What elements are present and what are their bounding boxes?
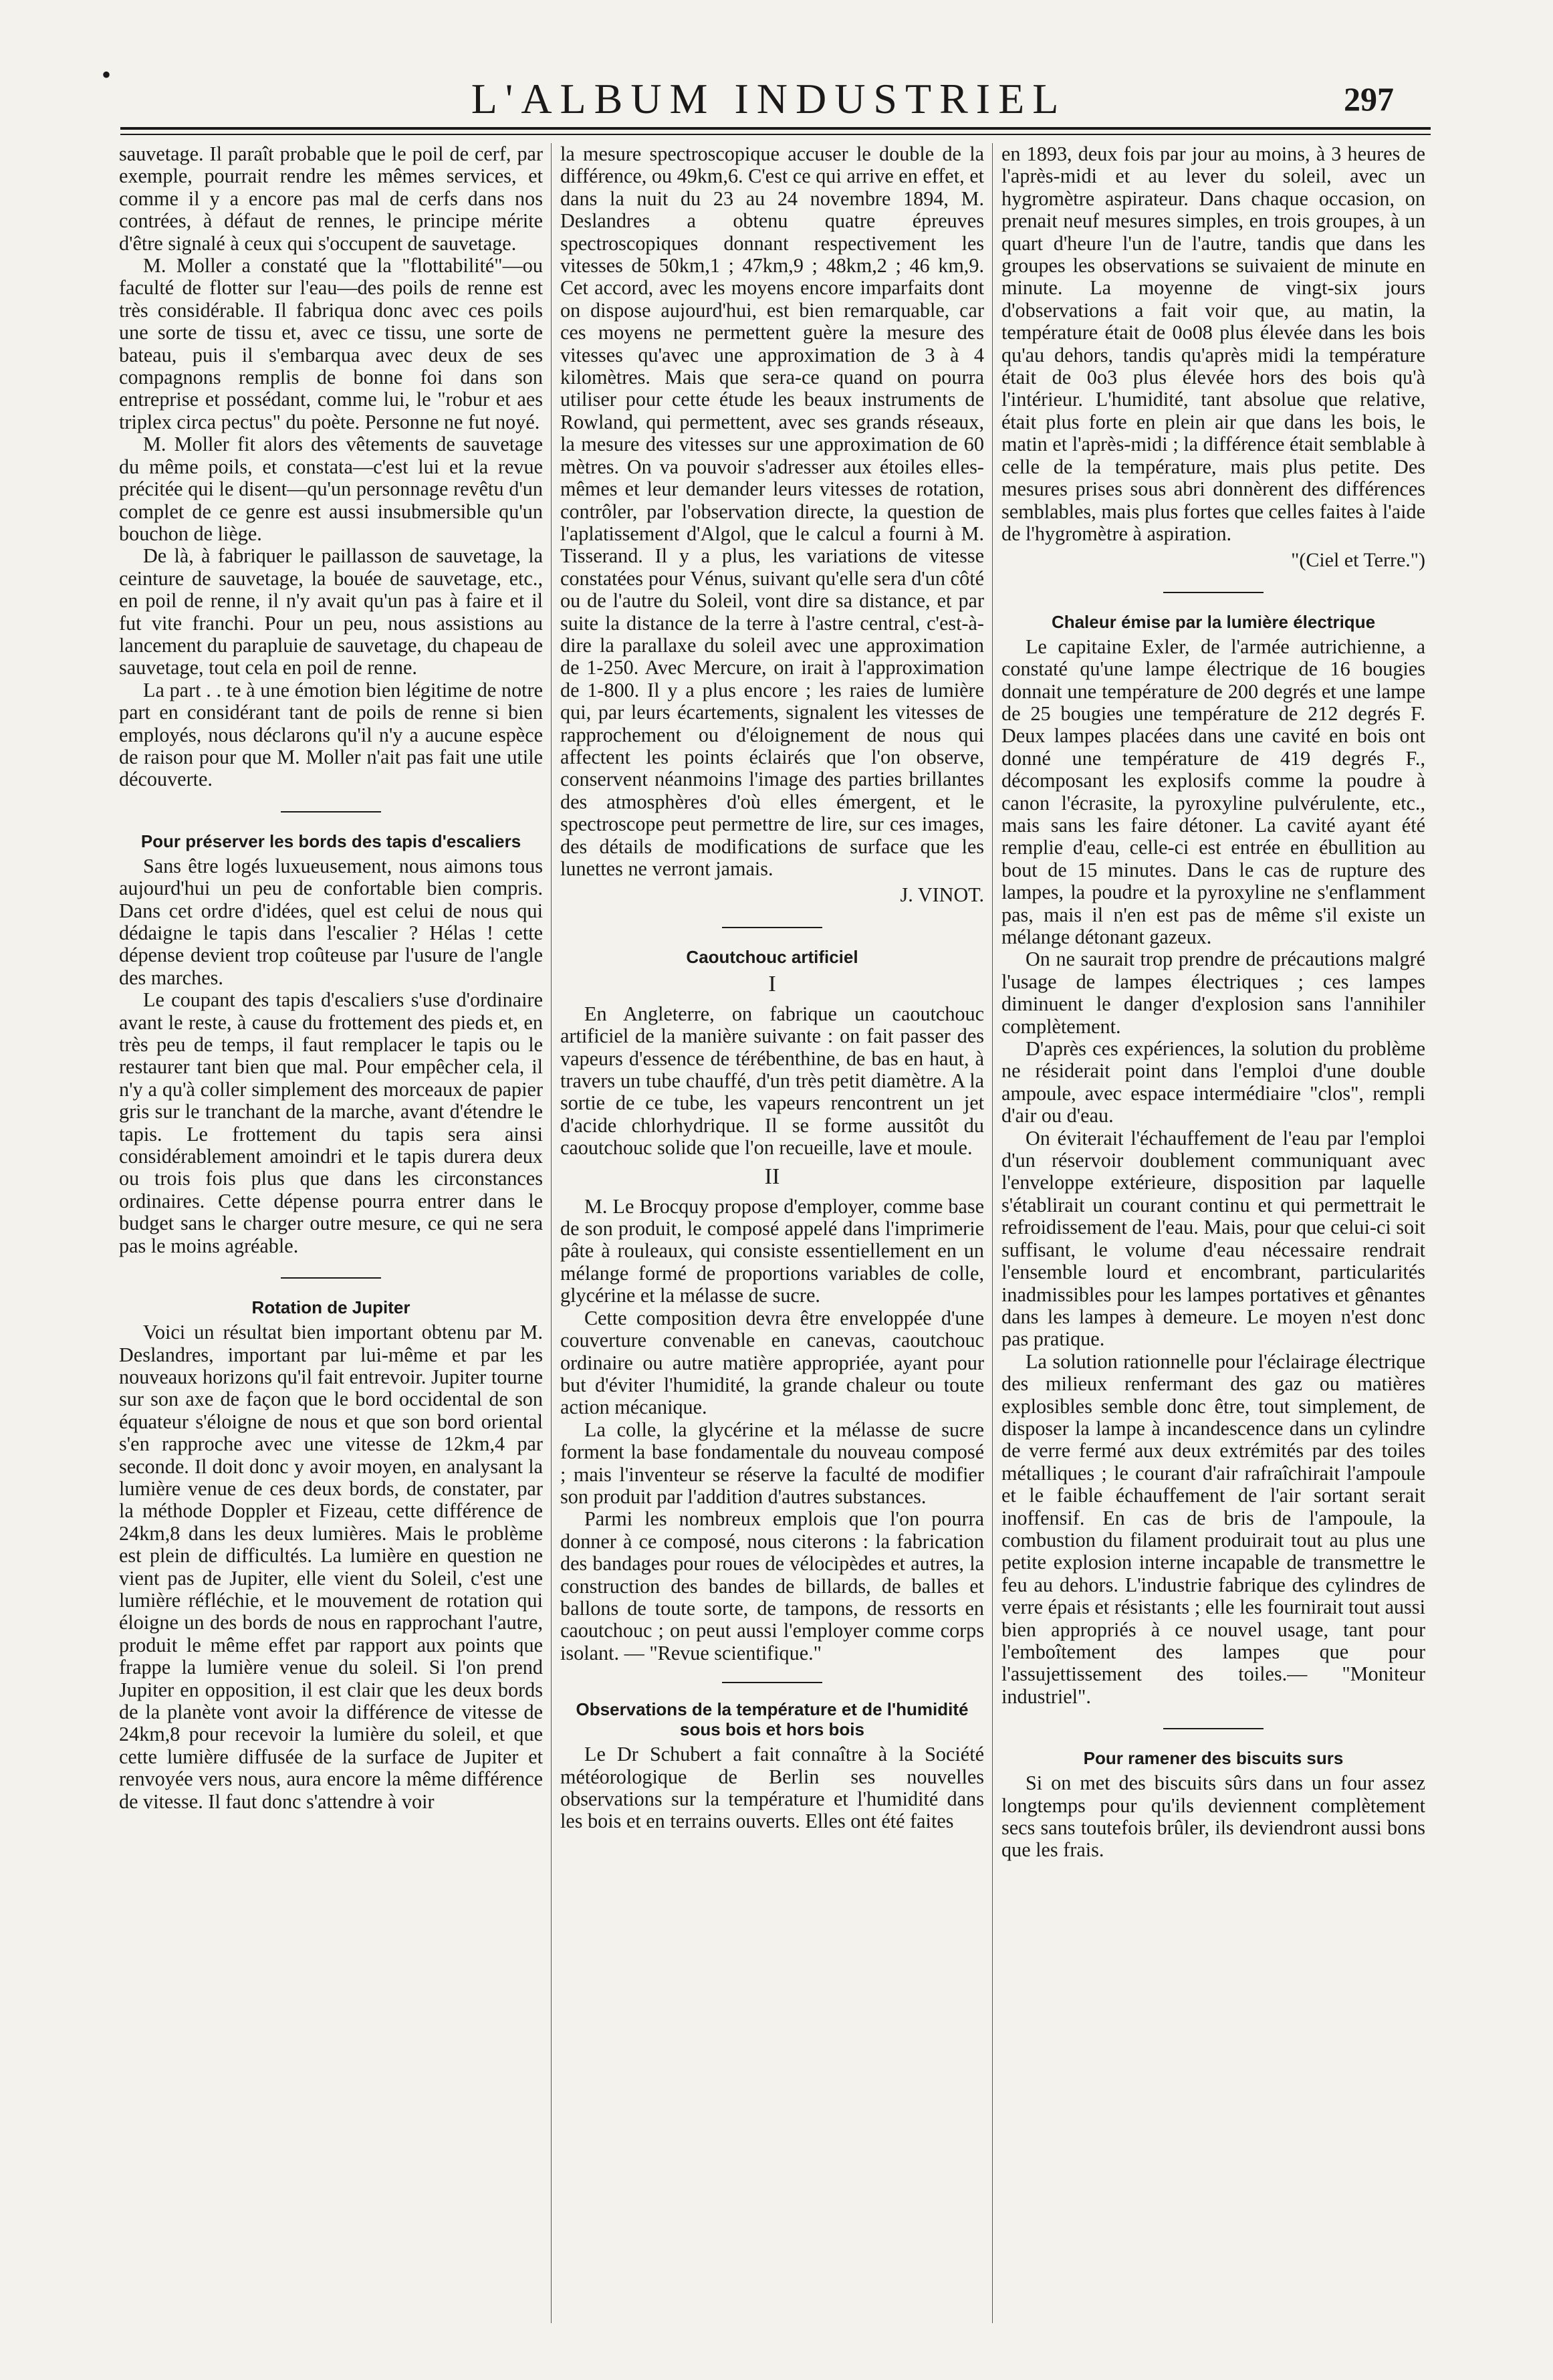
section-separator xyxy=(1163,1728,1264,1729)
section-separator xyxy=(281,811,381,813)
paragraph: M. Moller fit alors des vêtements de sauvetage du même poils, et constata—c'est lui et la revue précitée qui le disent—qu'un personnage revêtu d'un complet de ce genre est aussi insubmersible qu'un bouchon de liège. xyxy=(119,433,543,545)
article-heading: Observations de la température et de l'humidité sous bois et hors bois xyxy=(576,1699,969,1740)
article-heading: Caoutchouc artificiel xyxy=(686,946,858,967)
column-divider-1 xyxy=(551,143,552,2323)
column-1 xyxy=(119,143,543,2343)
paragraph: D'après ces expériences, la solution du problème ne résiderait point dans l'emploi d'une double ampoule, avec espace intermédiaire "clos", rempli d'air ou d'eau. xyxy=(1001,1037,1425,1127)
paragraph: La part . . te à une émotion bien légitime de notre part en considérant tant de poils de renne si bien employés, nous déclarons qu'il n'y a aucune espèce de raison pour que M. Moller n'ait pas fait une utile découverte. xyxy=(119,678,543,791)
paragraph: Sans être logés luxueusement, nous aimons tous aujourd'hui un peu de confortable bien compris. Dans cet ordre d'idées, quel est celui de nous qui dédaigne le tapis dans l'escalier ? Hélas ! cette dépense devient trop coûteuse par l'usure de l'angle des marches. xyxy=(119,854,543,989)
article-heading: Pour ramener des biscuits surs xyxy=(1083,1748,1344,1769)
column-3 xyxy=(1001,143,1425,2343)
header-rule-thick xyxy=(120,127,1431,130)
paragraph: M. Le Brocquy propose d'employer, comme base de son produit, le composé appelé dans l'imprimerie pâte à rouleaux, qui consiste essentiellement en un mélange formé de proportions variables de colle, glycérine et la mélasse de sucre. xyxy=(560,1194,984,1307)
paragraph: Le Dr Schubert a fait connaître à la Société météorologique de Berlin ses nouvelles observations sur la température et l'humidité dans les bois et en terrains ouverts. Elles ont été faites xyxy=(560,1743,984,1833)
paragraph: sauvetage. Il paraît probable que le poil de cerf, par exemple, pourrait rendre les mêmes services, et comme il y a encore pas mal de cerfs dans nos contrées, à défaut de rennes, le principe mérite d'être signalé à ceux qui s'occupent de sauvetage. xyxy=(119,143,543,255)
paragraph: On ne saurait trop prendre de précautions malgré l'usage de lampes électriques ; ces lampes diminuent le danger d'explosion sans l'annihiler complètement. xyxy=(1001,948,1425,1038)
paragraph: Cette composition devra être enveloppée d'une couverture convenable en canevas, caoutchouc ordinaire ou autre matière appropriée, ayant pour but d'éviter l'humidité, la grande chaleur ou toute action mécanique. xyxy=(560,1306,984,1419)
paragraph: Parmi les nombreux emplois que l'on pourra donner à ce composé, nous citerons : la fabrication des bandages pour roues de vélocipèdes et autres, la construction des bandes de billards, de balles et ballons de toute sorte, de tampons, de ressorts en caoutchouc ; on peut aussi l'employer comme corps isolant. — "Revue scientifique." xyxy=(560,1507,984,1664)
author-signature: J. VINOT. xyxy=(900,883,984,907)
paragraph: Le coupant des tapis d'escaliers s'use d'ordinaire avant le reste, à cause du frottement des pieds et, en très peu de temps, il faut remplacer le tapis ou le restaurer tant bien que mal. Pour empêcher cela, il n'y a qu'à coller simplement des morceaux de papier gris sur le tranchant de la marche, avant d'étendre le tapis. Le frottement du tapis sera ainsi considérablement amoindri et le tapis durera deux ou trois fois plus que dans les circonstances ordinaires. Cette dépense pourra entrer dans le budget sans le charger outre mesure, ce qui ne sera pas le moins agréable. xyxy=(119,988,543,1257)
section-separator xyxy=(722,1682,822,1683)
section-separator xyxy=(1163,592,1264,593)
paragraph: en 1893, deux fois par jour au moins, à 3 heures de l'après-midi et au lever du soleil, avec un hygromètre aspirateur. Dans chaque occasion, on prenait neuf mesures simples, en trois groupes, à un quart d'heure l'un de l'autre, tandis que dans les groupes les observations se suivaient de minute en minute. La moyenne de vingt-six jours d'observations a fait voir que, au matin, la température était de 0o08 plus élevée dans les bois qu'au dehors, tandis qu'après midi la température était de 0o3 plus élevée hors des bois qu'à l'intérieur. L'humidité, tant absolue que relative, était plus forte en plein air que dans les bois, le matin et l'après-midi ; la différence était semblable à celle de la température, mais plus petite. Des mesures prises sous abri donnèrent des différences semblables, mais plus fortes que celles faites à l'aide de l'hygromètre à aspiration. xyxy=(1001,143,1425,545)
paragraph: En Angleterre, on fabrique un caoutchouc artificiel de la manière suivante : on fait passer des vapeurs d'essence de térébenthine, de bas en haut, à travers un tube chauffé, d'un très petit diamètre. A la sortie de ce tube, les vapeurs rencontrent un jet d'acide chlorhydrique. Il se forme aussitôt du caoutchouc solide que l'on recueille, lave et moule. xyxy=(560,1002,984,1160)
header-rule-thin xyxy=(120,134,1431,135)
paragraph: Voici un résultat bien important obtenu par M. Deslandres, important par lui-même et par les nouveaux horizons qu'il fait entrevoir. Jupiter tourne sur son axe de façon que le bord occidental de son équateur s'éloigne de nous et que son bord oriental s'en rapproche avec une vitesse de 12km,4 par seconde. Il doit donc y avoir moyen, en analysant la lumière venue de ces deux bords, de constater, par la méthode Doppler et Fizeau, cette différence de 24km,8 dans les deux lumières. Mais le problème est plein de difficultés. La lumière en question ne vient pas de Jupiter, elle vient du Soleil, c'est une lumière réfléchie, et le mouvement de rotation qui éloigne un des bords de nous en rapprochant l'autre, produit le même effet par rapport aux points que frappe la lumière venue du soleil. Si l'on prend Jupiter en opposition, il est clair que les deux bords de la planète vont avoir la différence de vitesse de 24km,8 pour recevoir la lumière du soleil, et que cette lumière diffusée de la surface de Jupiter et renvoyée vers nous, aura encore la même différence de vitesse. Il faut donc s'attendre à voir xyxy=(119,1321,543,1813)
paragraph: La colle, la glycérine et la mélasse de sucre forment la base fondamentale du nouveau composé ; mais l'inventeur se réserve la faculté de modifier son produit par l'addition d'autres substances. xyxy=(560,1418,984,1508)
section-separator xyxy=(281,1277,381,1279)
paragraph: Si on met des biscuits sûrs dans un four assez longtemps pour qu'ils deviennent complètement secs sans toutefois brûler, ils deviendront aussi bons que les frais. xyxy=(1001,1771,1425,1862)
paragraph: De là, à fabriquer le paillasson de sauvetage, la ceinture de sauvetage, la bouée de sauvetage, etc., en poil de renne, il n'y avait qu'un pas à faire et il fut vite franchi. Pour un peu, nous assistions au lancement du parapluie de sauvetage, du chapeau de sauvetage, tout cela en poil de renne. xyxy=(119,544,543,679)
section-numeral: I xyxy=(768,971,776,996)
paragraph: la mesure spectroscopique accuser le double de la différence, ou 49km,6. C'est ce qui arrive en effet, et dans la nuit du 23 au 24 novembre 1894, M. Deslandres a obtenu quatre épreuves spectroscopiques donnant respectivement les vitesses de 50km,1 ; 47km,9 ; 48km,2 ; 46 km,9. Cet accord, avec les moyens encore imparfaits dont on dispose aujourd'hui, est bien remarquable, car ces moyens ne permettent guère la mesure des vitesses qu'avec une approximation de 3 à 4 kilomètres. Mais que sera-ce quand on pourra utiliser pour cette étude les beaux instruments de Rowland, qui permettent, avec ses grands réseaux, la mesure des vitesses sur une approximation de 60 mètres. On va pouvoir s'adresser aux étoiles elles-mêmes et leur demander leurs vitesses de rotation, contrôler, par l'observation directe, la question de l'aplatissement d'Algol, que le calcul a fourni à M. Tisserand. Il y a plus, les variations de vitesse constatées pour Vénus, suivant qu'elle sera d'un côté ou de l'autre du Soleil, vont dire sa distance, et par suite la distance de la terre à l'astre central, c'est-à-dire la parallaxe du soleil avec une approximation de 1-250. Avec Mercure, on irait à l'approximation de 1-800. Il y a plus encore ; les raies de lumière qui, par leurs écartements, signalent les vitesses de rapprochement ou d'éloignement de nous qui affectent les points éclairés que l'on observe, conservent néanmoins l'image des parties brillantes des atmosphères d'où elles émergent, et le spectroscope peut permettre de lire, sur ces images, des détails de modifications de surface que les lunettes ne verront jamais. xyxy=(560,143,984,880)
column-divider-2 xyxy=(992,143,993,2323)
source-signature: "(Ciel et Terre.") xyxy=(1291,549,1425,572)
article-heading: Pour préserver les bords des tapis d'escaliers xyxy=(140,831,521,851)
section-separator xyxy=(722,927,822,928)
masthead-title: L'ALBUM INDUSTRIEL xyxy=(471,75,1067,122)
paragraph: M. Moller a constaté que la "flottabilité"—ou faculté de flotter sur l'eau—des poils de renne est très considérable. Il fabriqua donc avec ces poils une sorte de tissu et, avec ce tissu, une sorte de bateau, puis il s'embarqua avec deux de ses compagnons remplis de bonne foi dans son entreprise et possédant, comme lui, le "robur et aes triplex circa pectus" du poète. Personne ne fut noyé. xyxy=(119,254,543,433)
article-heading: Rotation de Jupiter xyxy=(251,1297,410,1318)
section-numeral: II xyxy=(764,1164,780,1189)
bullet-mark: • xyxy=(102,60,112,90)
paragraph: La solution rationnelle pour l'éclairage électrique des milieux renfermant des gaz ou matières explosibles semble donc être, tout simplement, de disposer la lampe à incandescence dans un cylindre de verre fermé aux deux extrémités par des toiles métalliques ; le courant d'air rafraîchirait l'ampoule et le faible échauffement de l'air sortant serait inoffensif. En cas de bris de l'ampoule, la combustion du filament produirait tout au plus une petite explosion interne incapable de transmettre le feu au dehors. L'industrie fabrique des cylindres de verre épais et résistants ; elle les fournirait tout aussi bien appropriés à ce nouvel usage, tant pour l'emboîtement des lampes que pour l'assujettissement des toiles.— "Moniteur industriel". xyxy=(1001,1349,1425,1708)
article-heading: Chaleur émise par la lumière électrique xyxy=(1051,611,1376,632)
paragraph: Le capitaine Exler, de l'armée autrichienne, a constaté qu'une lampe électrique de 16 bougies donnait une température de 200 degrés et une lampe de 25 bougies une température de 212 degrés F. Deux lampes placées dans une cavité en bois ont donné une température de 419 degrés F., décomposant les explosifs comme la poudre à canon l'écrasite, la pyroxyline pulvérulente, etc., mais sans les faire détoner. La cavité ayant été remplie d'eau, celle-ci est entrée en ébullition au bout de 15 minutes. Dans le cas de rupture des lampes, la poudre et la pyroxyline ne s'enflamment pas, mais il n'en est pas de même s'il existe un mélange détonant gazeux. xyxy=(1001,635,1425,948)
page-number: 297 xyxy=(1344,80,1394,118)
column-2 xyxy=(560,143,984,2343)
paragraph: On éviterait l'échauffement de l'eau par l'emploi d'un réservoir doublement communiquant avec l'enveloppe extérieure, disposition par laquelle s'établirait un courant continu et qui permettrait le refroidissement de l'eau. Mais, pour que celui-ci soit suffisant, le volume d'eau nécessaire rendrait l'ensemble lourd et encombrant, particularités inadmissibles pour les lampes portatives et gênantes dans les lampes à demeure. Le moyen n'est donc pas pratique. xyxy=(1001,1126,1425,1351)
